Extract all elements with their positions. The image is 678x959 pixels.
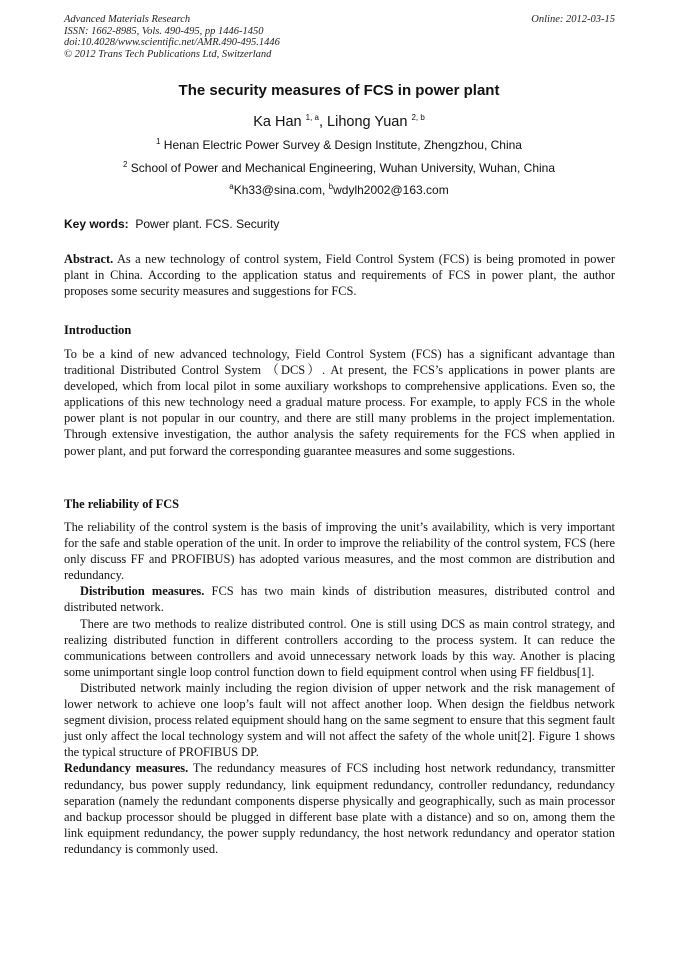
journal-name: Advanced Materials Research <box>64 14 191 25</box>
reliability-body <box>64 519 615 857</box>
keywords-text: Power plant. FCS. Security <box>135 217 280 231</box>
email-separator: , <box>321 183 329 197</box>
abstract-text: As a new technology of control system, Field Control System (FCS) is being promoted in power plant in China. According to the application status and requirements of FCS in power plant, the author proposes some security measures and suggestions for FCS. <box>64 252 615 299</box>
affiliation-text: School of Power and Mechanical Engineering, Wuhan University, Wuhan, China <box>130 161 556 175</box>
journal-doi: doi:10.4028/www.scientific.net/AMR.490-495.1446 <box>64 37 280 48</box>
paragraph: To be a kind of new advanced technology, Field Control System (FCS) has a significant advantage than traditional Distributed Control System （DCS）. At present, the FCS’s applications in power plants are developed, which from local pilot in some auxiliary workshops to comprehensive applications. Even so, the applications of this new technology need a gradual mature process. For example, to apply FCS in the whole power plant is not popular in our country, and there are still many problems in the project implementation. Through extensive investigation, the author analysis the safety requirements for the FCS when applied in power plant, and put forward the corresponding guarantee measures and some suggestions. <box>64 347 615 458</box>
author-name: Ka Han <box>253 114 302 130</box>
paragraph-text: FCS has two main kinds of distribution measures, distributed control and distributed network. <box>64 584 615 615</box>
email-mark: a <box>229 182 234 191</box>
keywords-label: Key words: <box>64 217 129 231</box>
paragraph: The reliability of the control system is the basis of improving the unit’s availability, which is very important for the safe and stable operation of the unit. In order to improve the reliability of the control system, FCS (here only discuss FF and PROFIBUS) has adopted various measures, and the most common are distribution and redundancy. <box>64 520 615 583</box>
journal-header <box>64 14 280 60</box>
affiliation <box>0 161 678 175</box>
email-link[interactable]: wdylh2002@163.com <box>333 183 449 197</box>
paragraph <box>64 583 615 615</box>
paragraph: Distributed network mainly including the region division of upper network and the risk management of lower network to achieve one loop’s fault will not affect another loop. When design the fieldbus network segment division, process related equipment should hang on the same segment to ensure that this segment fault just only affect the local technology system and will not affect the safety of the whole unit[2]. Figure 1 shows the typical structure of PROFIBUS DP. <box>64 680 615 760</box>
keywords <box>64 217 279 231</box>
paragraph-lead: Distribution measures. <box>80 584 205 599</box>
author-name: Lihong Yuan <box>327 114 408 130</box>
paragraph-text: The redundancy measures of FCS including host network redundancy, transmitter redundancy, bus power supply redundancy, link equipment redundancy, controller redundancy, redundancy separation (namely the redundant components disperse physically and geographically, such as main processor and backup processor should be plugged in different base plate with a distance) and so on, among them the link equipment redundancy, the power supply redundancy, the host network redundancy and operator station redundancy is commonly used. <box>64 761 615 856</box>
introduction-body <box>64 346 615 459</box>
journal-issn: ISSN: 1662-8985, Vols. 490-495, pp 1446-1450 <box>64 25 264 37</box>
author-affiliation-mark: 1, a <box>305 113 319 123</box>
section-heading-reliability: The reliability of FCS <box>64 497 180 511</box>
email-mark: b <box>328 182 334 191</box>
paragraph <box>64 760 615 857</box>
affiliation <box>0 138 678 152</box>
author-affiliation-mark: 2, b <box>411 113 425 123</box>
journal-copyright: © 2012 Trans Tech Publications Ltd, Switzerland <box>64 48 272 60</box>
author-separator: , <box>318 114 328 130</box>
affiliation-mark: 2 <box>122 160 128 169</box>
section-heading-introduction: Introduction <box>64 323 132 337</box>
abstract <box>64 251 615 299</box>
paper-title: The security measures of FCS in power plant <box>178 82 500 99</box>
affiliation-text: Henan Electric Power Survey & Design Institute, Zhengzhou, China <box>163 138 522 152</box>
abstract-label: Abstract. <box>64 252 114 266</box>
affiliation-mark: 1 <box>156 137 161 146</box>
paragraph: There are two methods to realize distributed control. One is still using DCS as main control strategy, and realizing distributed function in different controllers according to the process system. It can reduce the communications between controllers and avoid unnecessary network loads by this way. Another is placing some unimportant single loop control function down to field equipment control when using FF fieldbus[1]. <box>64 616 615 679</box>
author-list <box>0 114 678 130</box>
author-emails <box>0 183 678 197</box>
email-link[interactable]: Kh33@sina.com <box>233 183 322 197</box>
online-date: Online: 2012-03-15 <box>531 14 615 25</box>
paragraph-lead: Redundancy measures. <box>64 761 189 776</box>
